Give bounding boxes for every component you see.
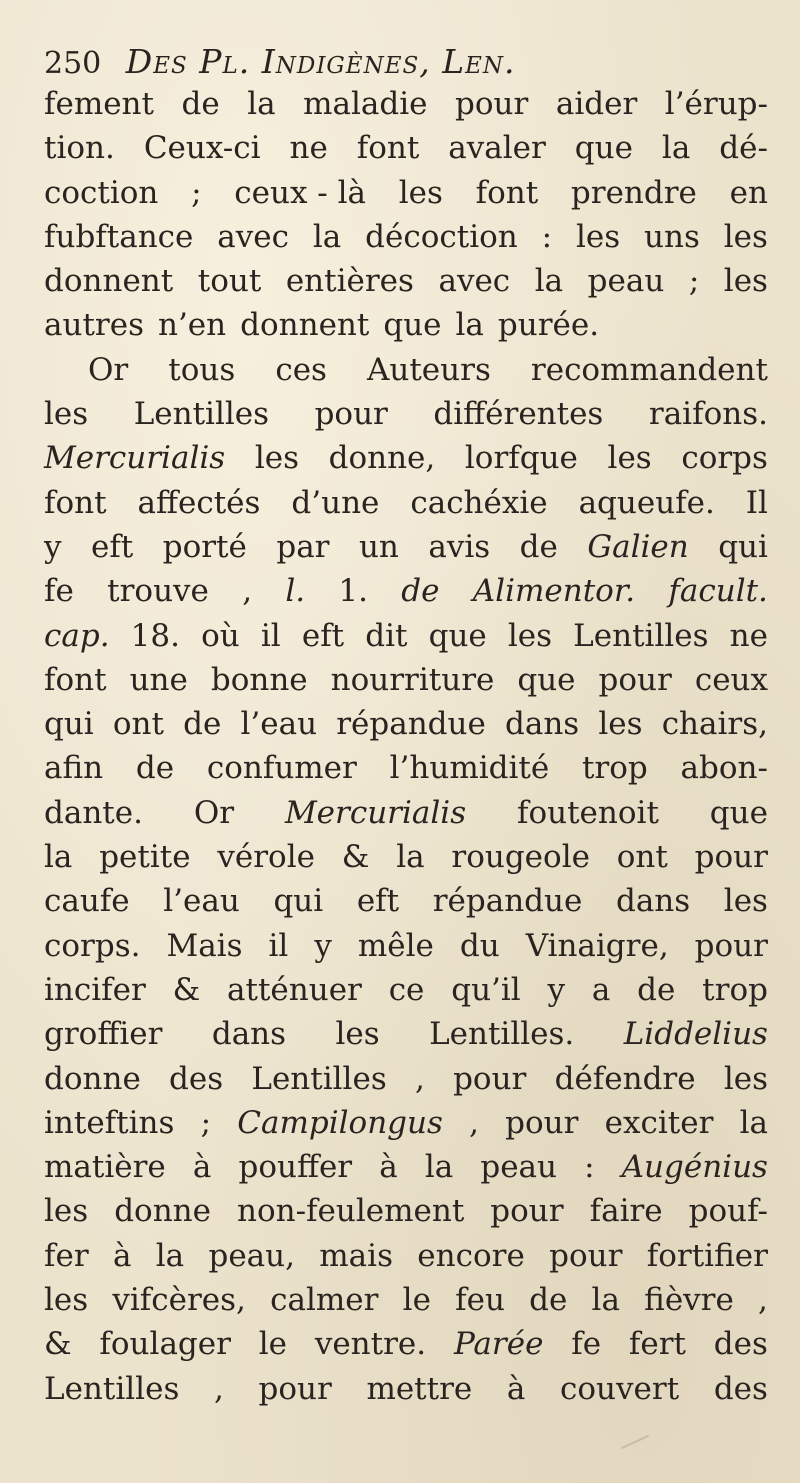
word: la xyxy=(396,839,425,876)
page-number: 250 xyxy=(44,46,102,81)
word: la xyxy=(44,839,73,876)
word: Campilongus xyxy=(237,1104,443,1141)
word: vérole xyxy=(217,839,315,876)
word: eft xyxy=(90,528,134,565)
word: pour xyxy=(549,1237,623,1274)
word: la xyxy=(661,130,691,167)
word: mais xyxy=(319,1237,393,1274)
word: les xyxy=(254,440,299,477)
word: calmer xyxy=(270,1282,379,1319)
word: Mercurialis xyxy=(44,440,226,477)
text-line xyxy=(44,1234,768,1278)
word: un xyxy=(358,528,399,565)
word: il xyxy=(260,617,281,654)
word: a xyxy=(591,971,611,1008)
word: tous xyxy=(168,351,236,388)
word: les xyxy=(723,263,768,300)
word: que xyxy=(428,617,487,654)
word: & xyxy=(172,971,201,1008)
body-text xyxy=(44,82,768,1411)
word: confumer xyxy=(206,750,357,787)
word: défendre xyxy=(554,1060,696,1097)
word: des xyxy=(713,1326,768,1363)
word: Mais xyxy=(166,927,243,964)
word: Or xyxy=(88,351,129,388)
word: matière xyxy=(44,1149,166,1186)
word: par xyxy=(276,528,330,565)
word: les xyxy=(335,1016,380,1053)
word: décoction xyxy=(365,218,518,255)
word: en xyxy=(729,174,768,211)
word: aqueufe. xyxy=(578,484,715,521)
word: fer xyxy=(44,1237,89,1274)
word: avec xyxy=(217,218,289,255)
word: rougeole xyxy=(451,839,590,876)
word: tout xyxy=(197,263,262,300)
word: encore xyxy=(417,1237,525,1274)
word: de xyxy=(529,1282,568,1319)
word: trop xyxy=(702,971,768,1008)
word: autres xyxy=(44,307,144,344)
word: eft xyxy=(356,883,400,920)
word: abon- xyxy=(680,750,768,787)
text-line xyxy=(44,525,768,569)
text-line xyxy=(44,392,768,436)
word: ont xyxy=(616,839,668,876)
word: avaler xyxy=(448,130,546,167)
word: Vinaigre, xyxy=(525,927,669,964)
word: ont xyxy=(112,706,164,743)
word: n’en xyxy=(157,307,227,344)
word: & xyxy=(44,1326,72,1363)
word: non-feulement xyxy=(237,1193,465,1230)
word: foulager xyxy=(99,1326,231,1363)
word: dans xyxy=(615,883,691,920)
word: couvert xyxy=(560,1370,680,1407)
word: l’eau xyxy=(163,883,240,920)
word: Parée xyxy=(453,1326,544,1363)
word: l’eau xyxy=(240,706,318,743)
word: pour xyxy=(694,839,768,876)
word: répandue xyxy=(432,883,583,920)
word: peau xyxy=(587,263,665,300)
word: Ceux-ci xyxy=(143,130,261,167)
word: différentes xyxy=(433,396,604,433)
word: tion. xyxy=(44,130,115,167)
word: font xyxy=(356,130,420,167)
word: y xyxy=(314,927,332,964)
running-title: Des Pl. Indigènes, Len. xyxy=(125,42,516,81)
text-line xyxy=(44,1145,768,1189)
text-line xyxy=(44,835,768,879)
word: , xyxy=(414,1060,425,1097)
word: Augénius xyxy=(621,1149,768,1186)
word: ne xyxy=(729,617,768,654)
word: y xyxy=(44,528,62,565)
text-line xyxy=(44,569,768,613)
word: Lentilles xyxy=(44,1370,180,1407)
word: qui xyxy=(718,528,768,565)
word: peau, xyxy=(208,1237,295,1274)
text-line xyxy=(44,171,768,215)
word: la xyxy=(739,1104,768,1141)
word: cachéxie xyxy=(410,484,548,521)
word: ; xyxy=(688,263,700,300)
word: ; xyxy=(200,1104,212,1141)
word: lorfque xyxy=(464,440,578,477)
word: qui xyxy=(273,883,324,920)
word: corps. xyxy=(44,927,141,964)
word: fe xyxy=(44,573,74,610)
word: où xyxy=(201,617,240,654)
word: cap. xyxy=(44,617,110,654)
word: les xyxy=(723,218,768,255)
text-line xyxy=(44,746,768,790)
word: ceux - là xyxy=(234,174,367,211)
word: pouffer xyxy=(238,1149,353,1186)
word: la xyxy=(155,1237,185,1274)
word: faire xyxy=(589,1193,663,1230)
word: dans xyxy=(505,706,580,743)
word: que xyxy=(383,307,442,344)
word: donnent xyxy=(44,263,174,300)
word: mettre xyxy=(366,1370,473,1407)
word: facult. xyxy=(668,573,768,610)
word: prendre xyxy=(570,174,697,211)
word: Lentilles xyxy=(251,1060,387,1097)
word: Lentilles xyxy=(573,617,709,654)
word: uns xyxy=(644,218,700,255)
word: 18. xyxy=(130,617,180,654)
word: la xyxy=(424,1149,454,1186)
word: il xyxy=(268,927,289,964)
word: trouve xyxy=(107,573,209,610)
word: ces xyxy=(275,351,327,388)
word: pour xyxy=(258,1370,332,1407)
word: pour xyxy=(314,396,388,433)
word: coction xyxy=(44,174,159,211)
word: Liddelius xyxy=(623,1016,768,1053)
word: aider xyxy=(555,86,638,122)
word: pour xyxy=(455,86,529,122)
word: exciter xyxy=(604,1104,714,1141)
word: à xyxy=(112,1237,132,1274)
word: nourriture xyxy=(330,661,495,698)
text-line xyxy=(44,791,768,835)
word: l’humidité xyxy=(389,750,550,787)
word: entières xyxy=(285,263,414,300)
word: donne xyxy=(114,1193,211,1230)
word: une xyxy=(129,661,188,698)
word: fubftance xyxy=(44,218,194,255)
text-line xyxy=(44,436,768,480)
text-line xyxy=(44,1012,768,1056)
word: eft xyxy=(301,617,345,654)
word: que xyxy=(517,661,576,698)
word: fièvre xyxy=(644,1282,734,1319)
word: la xyxy=(247,86,276,122)
paper-mark xyxy=(621,1435,649,1449)
word: inteftins xyxy=(44,1104,175,1141)
word: à xyxy=(192,1149,212,1186)
word: des xyxy=(169,1060,224,1097)
text-line xyxy=(44,1057,768,1101)
word: le xyxy=(258,1326,288,1363)
word: caufe xyxy=(44,883,130,920)
word: dans xyxy=(211,1016,287,1053)
word: bonne xyxy=(210,661,308,698)
word: que xyxy=(574,130,633,167)
word: les xyxy=(723,1060,768,1097)
word: la xyxy=(455,307,484,344)
word: la xyxy=(534,263,564,300)
word: donne, xyxy=(328,440,436,477)
word: , xyxy=(758,1282,768,1319)
word: maladie xyxy=(303,86,428,122)
text-line xyxy=(44,1189,768,1233)
word: ventre. xyxy=(314,1326,427,1363)
text-line xyxy=(44,879,768,923)
word: donnent xyxy=(240,307,370,344)
word: la xyxy=(591,1282,620,1319)
word: les xyxy=(44,1282,89,1319)
word: Lentilles xyxy=(133,396,270,433)
word: ne xyxy=(289,130,328,167)
word: de xyxy=(401,573,440,610)
word: & xyxy=(341,839,370,876)
word: peau xyxy=(480,1149,557,1186)
word: feu xyxy=(455,1282,505,1319)
word: l. xyxy=(285,573,306,610)
word: incifer xyxy=(44,971,146,1008)
text-line xyxy=(44,968,768,1012)
word: Il xyxy=(745,484,768,521)
word: la xyxy=(312,218,342,255)
word: pour xyxy=(694,927,768,964)
word: du xyxy=(459,927,500,964)
word: de xyxy=(519,528,558,565)
word: pour xyxy=(598,661,672,698)
word: fement xyxy=(44,86,154,122)
word: foutenoit xyxy=(517,794,659,831)
text-line xyxy=(44,1101,768,1145)
word: pour xyxy=(490,1193,564,1230)
word: les xyxy=(398,174,443,211)
word: répandue xyxy=(336,706,486,743)
word: pour xyxy=(505,1104,579,1141)
word: pour xyxy=(453,1060,527,1097)
word: , xyxy=(469,1104,479,1141)
word: petite xyxy=(99,839,191,876)
word: de xyxy=(183,706,222,743)
word: l’érup- xyxy=(664,86,768,122)
word: d’une xyxy=(291,484,380,521)
word: Auteurs xyxy=(367,351,491,388)
word: les xyxy=(507,617,553,654)
word: atténuer xyxy=(227,971,362,1008)
word: dé- xyxy=(719,130,768,167)
word: vifcères, xyxy=(112,1282,246,1319)
word: font xyxy=(475,174,539,211)
text-line xyxy=(44,82,768,126)
word: les xyxy=(607,440,652,477)
word: afin xyxy=(44,750,104,787)
word: mêle xyxy=(357,927,434,964)
text-line xyxy=(44,1278,768,1322)
word: Mercurialis xyxy=(284,794,467,831)
text-line xyxy=(44,259,768,303)
text-line xyxy=(44,614,768,658)
text-line xyxy=(44,348,768,392)
word: qu’il xyxy=(451,971,521,1008)
word: Or xyxy=(193,794,235,831)
word: fert xyxy=(628,1326,686,1363)
word: le xyxy=(402,1282,431,1319)
word: font xyxy=(44,661,107,698)
word: : xyxy=(584,1149,595,1186)
word: les xyxy=(44,1193,89,1230)
word: font xyxy=(44,484,107,521)
word: avec xyxy=(438,263,511,300)
word: affectés xyxy=(137,484,261,521)
word: de xyxy=(135,750,175,787)
text-line xyxy=(44,658,768,702)
word: avis xyxy=(428,528,491,565)
text-line xyxy=(44,1367,768,1411)
word: qui xyxy=(44,706,94,743)
word: les xyxy=(44,396,89,433)
text-line xyxy=(44,126,768,170)
word: ; xyxy=(191,174,202,211)
word: chairs, xyxy=(661,706,768,743)
word: : xyxy=(541,218,553,255)
word: y xyxy=(547,971,566,1008)
word: purée. xyxy=(497,307,600,344)
word: raifons. xyxy=(648,396,768,433)
text-line xyxy=(44,1322,768,1366)
word: à xyxy=(506,1370,526,1407)
word: Lentilles. xyxy=(429,1016,575,1053)
word: recommandent xyxy=(530,351,768,388)
word: les xyxy=(723,883,768,920)
word: trop xyxy=(581,750,648,787)
text-line xyxy=(44,303,768,347)
word: ceux xyxy=(694,661,768,698)
word: Galien xyxy=(587,528,689,565)
word: Alimentor. xyxy=(472,573,636,610)
text-line xyxy=(44,702,768,746)
word: les xyxy=(575,218,621,255)
word: , xyxy=(242,573,253,610)
text-line xyxy=(44,215,768,259)
word: dante. xyxy=(44,794,143,831)
word: de xyxy=(181,86,220,122)
text-line xyxy=(44,481,768,525)
word: donne xyxy=(44,1060,141,1097)
word: , xyxy=(214,1370,224,1407)
word: à xyxy=(379,1149,398,1186)
word: ce xyxy=(388,971,425,1008)
running-head xyxy=(44,38,764,86)
word: pouf- xyxy=(688,1193,768,1230)
word: que xyxy=(709,794,768,831)
word: de xyxy=(637,971,676,1008)
word: fortifier xyxy=(646,1237,768,1274)
word: 1. xyxy=(338,573,368,610)
word: dit xyxy=(365,617,408,654)
word: fe xyxy=(571,1326,602,1363)
word: des xyxy=(713,1370,768,1407)
word: les xyxy=(598,706,643,743)
word: corps xyxy=(681,440,768,477)
word: porté xyxy=(162,528,247,565)
word: groffier xyxy=(44,1016,163,1053)
text-line xyxy=(44,924,768,968)
